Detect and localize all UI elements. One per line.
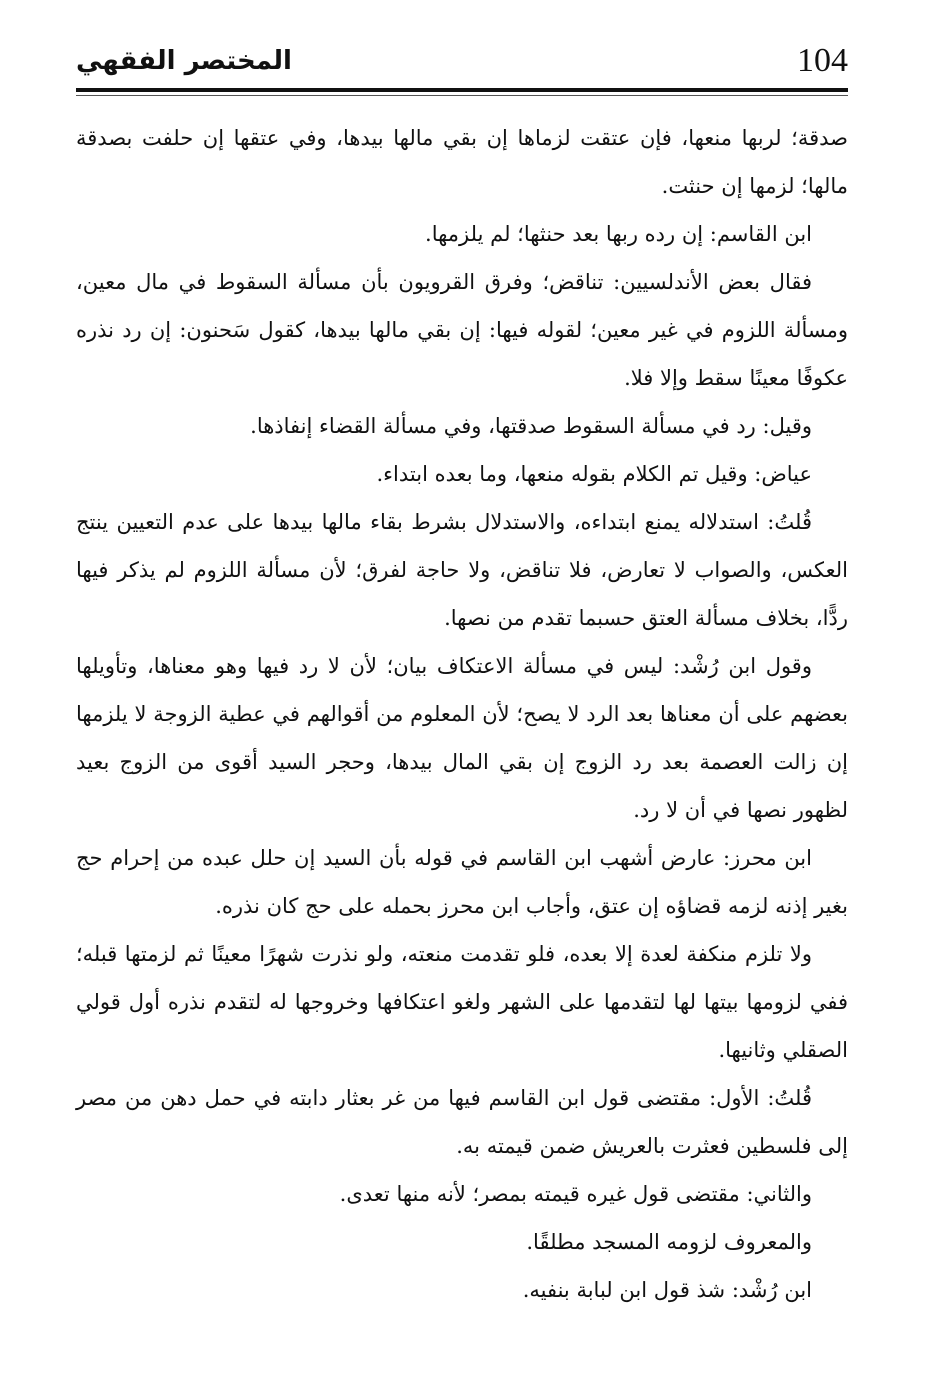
page-number: 104 [797, 42, 848, 79]
header-rule [76, 88, 848, 92]
paragraph: ابن رُشْد: شذ قول ابن لبابة بنفيه. [522, 1278, 812, 1302]
paragraph: ابن محرز: عارض أشهب ابن القاسم في قوله بأن السيد إن حلل عبده من إحرام حج بغير إذنه لزمه قضاؤه إن عتق، وأجاب ابن محرز بحمله على حج كان نذره. [76, 846, 848, 918]
paragraph: والمعروف لزومه المسجد مطلقًا. [526, 1230, 812, 1254]
header-rule-thin [76, 95, 848, 96]
paragraph: وقول ابن رُشْد: ليس في مسألة الاعتكاف بيان؛ لأن لا رد فيها وهو معناها، وتأويلها بعضهم على أن معناها بعد الرد لا يصح؛ لأن المعلوم من أقوالهم في عطية الزوجة لا يلزمها إن زالت العصمة بعد رد الزوج إن بقي المال بيدها، وحجر السيد أقوى من الزوج بعيد لظهور نصها في أن لا رد. [76, 654, 848, 822]
paragraph: ابن القاسم: إن رده ربها بعد حنثها؛ لم يلزمها. [425, 222, 812, 246]
page-header [76, 40, 848, 92]
paragraph: قُلتُ: الأول: مقتضى قول ابن القاسم فيها من غر بعثار دابته في حمل دهن من مصر إلى فلسطين فعثرت بالعريش ضمن قيمته به. [76, 1086, 848, 1158]
paragraph: صدقة؛ لربها منعها، فإن عتقت لزماها إن بقي مالها بيدها، وفي عتقها إن حلفت بصدقة مالها؛ لزمها إن حنثت. [76, 126, 848, 198]
paragraph: عياض: وقيل تم الكلام بقوله منعها، وما بعده ابتداء. [376, 462, 812, 486]
paragraph: ولا تلزم منكفة لعدة إلا بعده، فلو تقدمت منعته، ولو نذرت شهرًا معينًا ثم لزمتها قبله؛ ففي لزومها بيتها لها لتقدمها على الشهر ولغو اعتكافها وخروجها له لتقدم نذره أول قولي الصقلي وثانيها. [76, 942, 848, 1062]
body-text [76, 114, 848, 1314]
paragraph: فقال بعض الأندلسيين: تناقض؛ وفرق القرويون بأن مسألة السقوط في مال معين، ومسألة اللزوم في غير معين؛ لقوله فيها: إن بقي مالها بيدها، كقول سَحنون: إن رد نذره عكوفًا معينًا سقط وإلا فلا. [76, 270, 848, 390]
paragraph: قُلتُ: استدلاله يمنع ابتداءه، والاستدلال بشرط بقاء مالها بيدها على عدم التعيين ينتج العكس، والصواب لا تعارض، فلا تناقض، ولا حاجة لفرق؛ لأن مسألة اللزوم لم يذكر فيها ردًّا، بخلاف مسألة العتق حسبما تقدم من نصها. [76, 510, 848, 630]
paragraph: والثاني: مقتضى قول غيره قيمته بمصر؛ لأنه منها تعدى. [339, 1182, 812, 1206]
running-title: المختصر الفقهي [76, 46, 292, 76]
paragraph: وقيل: رد في مسألة السقوط صدقتها، وفي مسألة القضاء إنفاذها. [250, 414, 812, 438]
